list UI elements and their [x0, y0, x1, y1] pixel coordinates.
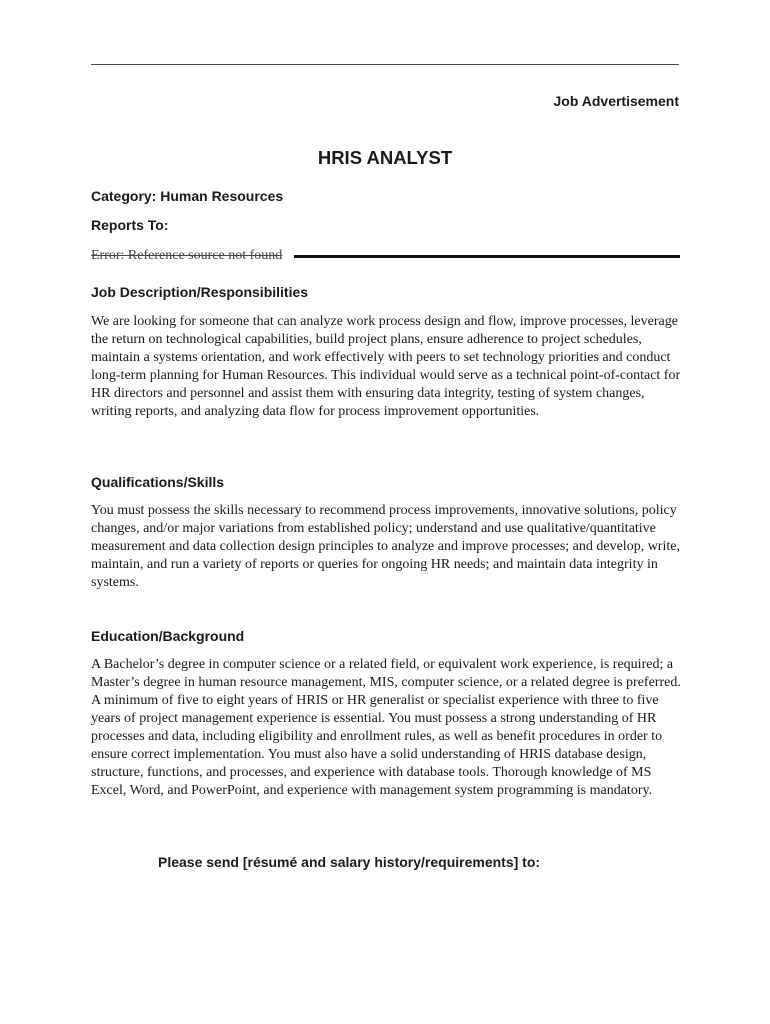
- section-divider: [294, 255, 680, 258]
- education-paragraph: A Bachelor’s degree in computer science or a related field, or equivalent work experience, is required; a Master’s degree in human resource management, MIS, computer science, or a related degree is preferred. A minimum of five to eight years of HRIS or HR generalist or specialist experience with three to five years of project management experience is essential. You must possess a strong understanding of HR processes and data, including eligibility and enrollment rules, as well as benefit procedures in order to ensure correct implementation. You must also have a solid understanding of HRIS database design, structure, functions, and processes, and experience with database tools. Thorough knowledge of MS Excel, Word, and PowerPoint, and experience with management system programming is mandatory.: [91, 657, 681, 798]
- qualifications-heading: Qualifications/Skills: [91, 474, 225, 490]
- job-description-heading: Job Description/Responsibilities: [91, 284, 309, 300]
- job-title: HRIS ANALYST: [317, 147, 453, 168]
- application-instruction: Please send [résumé and salary history/requirements] to:: [158, 854, 541, 870]
- qualifications-paragraph: You must possess the skills necessary to recommend process improvements, innovative solutions, policy changes, and/or major variations from established policy; understand and use qualitative/quantitative measurement and data collection design principles to analyze and improve processes; and develop, write, maintain, and run a variety of reports or queries for ongoing HR needs; and maintain data integrity in systems.: [91, 503, 680, 590]
- reference-error-line: [91, 248, 681, 268]
- job-description-paragraph: We are looking for someone that can analyze work process design and flow, improve processes, leverage the return on technological capabilities, build project plans, ensure adherence to project schedules, maintain a systems orientation, and work effectively with peers to set technology priorities and conduct long-term planning for Human Resources. This individual would serve as a technical point-of-contact for HR directors and personnel and assist them with ensuring data integrity, testing of system changes, writing reports, and analyzing data flow for process improvement opportunities.: [91, 314, 681, 419]
- job-category: Category: Human Resources: [91, 188, 284, 204]
- reports-to: Reports To:: [91, 217, 169, 233]
- reference-error-text: Error: Reference source not found: [91, 248, 283, 263]
- document-type-label: Job Advertisement: [553, 93, 679, 109]
- header-rule: [91, 64, 679, 65]
- education-heading: Education/Background: [91, 628, 245, 644]
